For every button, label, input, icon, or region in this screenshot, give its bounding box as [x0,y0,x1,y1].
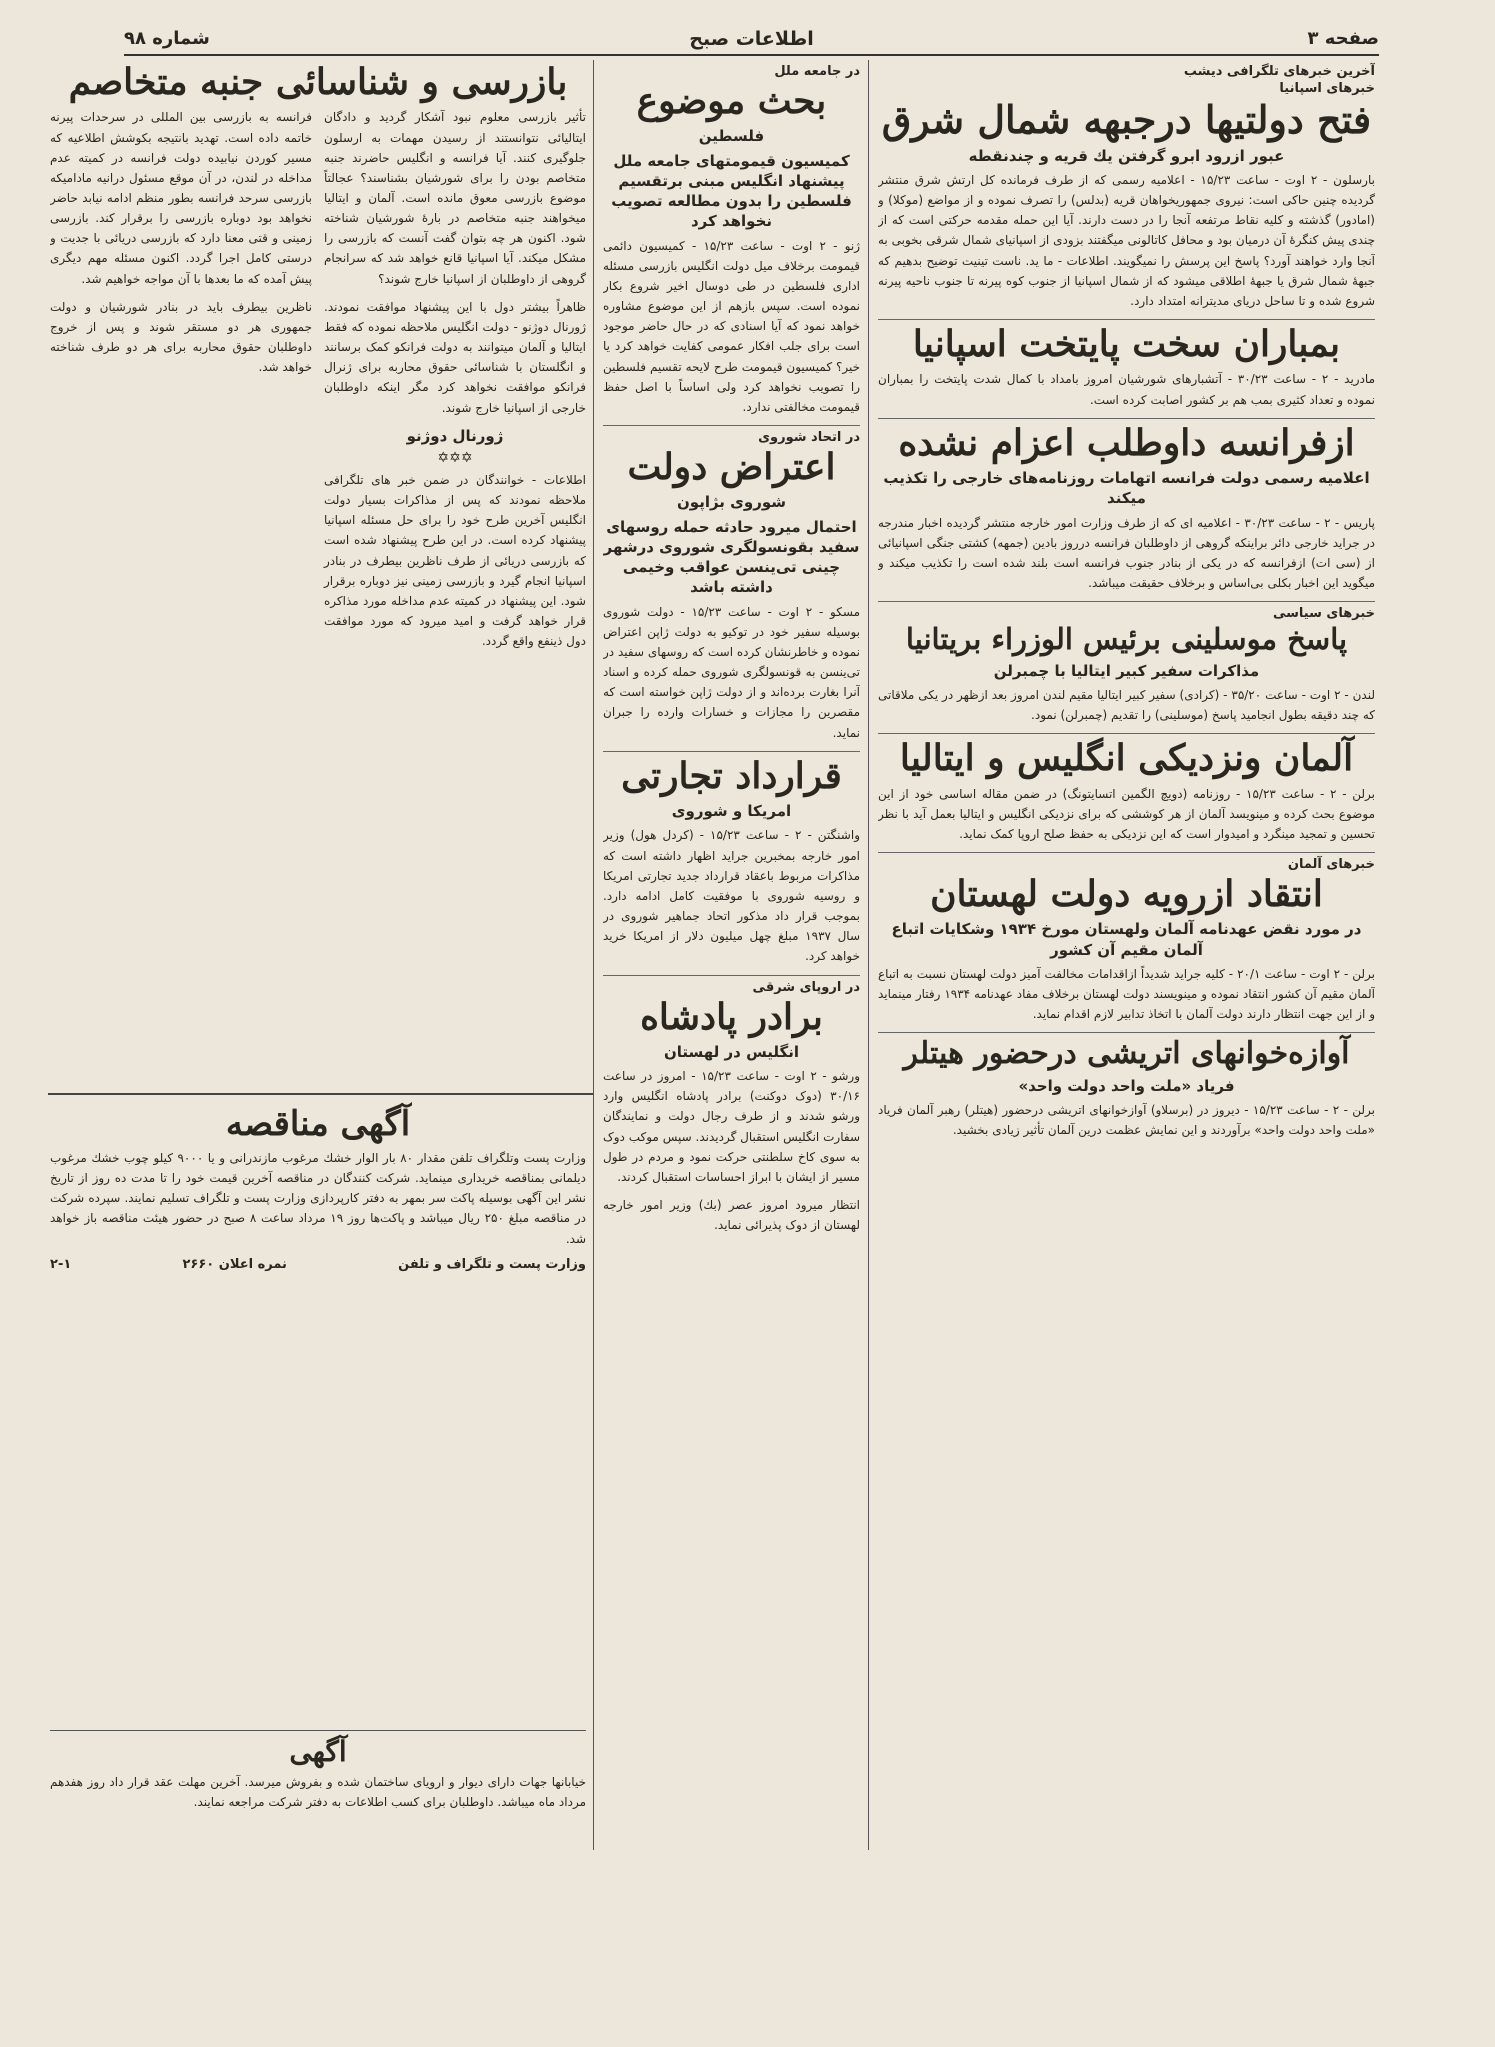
left-column [50,62,586,1087]
right-column [878,62,1375,1862]
headline-germany-rapprochement: آلمان ونزدیکی انگلیس و ایتالیا [878,733,1375,779]
article-ettelaat-note: اطلاعات - خوانندگان در ضمن خبر های تلگرافی ملاحظه نمودند که پس از مذاکرات بسیار دولت انگلیس آخرین طرح خود را برای حل مسئله اسپانیا پیشنهاد کرده است. در این طرح پیشنهاد شده است که بازرسی دریائی از طرف ناظرین بیطرف در بنادر اسپانیا انجام گیرد و بازرسی زمینی نیز دوباره برقرار شود. این پیشنهاد در کمیته عدم مداخله مورد مذاکره قرار خواهد گرفت و امید میرود که مورد موافقت دول ذینفع واقع گردد. [324,472,586,649]
headline-austrian-singers: آوازه‌خوانهای اتریشی درحضور هیتلر [878,1032,1375,1072]
tender-title: آگهی مناقصه [225,1104,411,1144]
subhead-italian-ambassador: مذاکرات سفیر کبیر ایتالیا با چمبرلن [993,661,1260,680]
left-subcol-left [50,103,312,659]
headline-inspection-belligerency: بازرسی و شناسائی جنبه متخاصم [68,62,568,103]
headline-trade-agreement: قرارداد تجارتی [603,751,860,797]
issue-number: شماره ۹۸ [124,28,210,49]
headline-madrid-bombing: بمباران سخت پایتخت اسپانیا [878,319,1375,365]
tender-signature-row [50,1257,586,1272]
dateline-us-soviet: امریکا و شوروی [671,802,792,821]
tender-code: ۲-۱ [50,1256,72,1272]
article-inspection-c: ظاهراً بیشتر دول با این پیشنهاد موافقت نمودند. ژورنال دوژنو - دولت انگلیس ملاحظه نموده که فقط ایتالیا و آلمان میتوانند به دولت فرانکو کمک برسانند و انگلستان با شناسائی حقوق محاربه برای ژنرال فرانکو موافقت نخواهد کرد مگر اینکه داوطلبان خارجی از اسپانیا خارج شوند. [324,299,586,415]
article-kings-brother: ورشو - ۲ اوت - ساعت ۱۵/۲۳ - امروز در ساعت ۳۰/۱۶ (دوک دوکنت) برادر پادشاه انگلیس وارد ورشو شدند و از طرف رجال دولت و نمایندگان سفارت انگلیس استقبال گردیدند. سپس موکب دوک به سوی کاخ سلطنتی حرکت نمود و مردم در طول مسیر از ایشان با ابراز احساسات استقبال کردند. [603,1069,860,1184]
page-header [124,28,1379,56]
section-germany: خبرهای آلمان [878,852,1375,872]
article-kings-brother-tail: انتظار میرود امروز عصر (بك) وزیر امور خارجه لهستان از دوک پذیرائی نماید. [603,1198,860,1233]
section-league-of-nations: در جامعه ملل [774,64,860,79]
stars-divider: ✡✡✡ [437,449,473,466]
left-subcol-right [324,103,586,659]
dateline-soviet-japan: شوروی بژاپون [676,493,787,512]
paper-name: اطلاعات صبح [689,28,814,50]
headline-debate-topic: بحث موضوع [636,80,827,122]
article-inspection-b: تأثیر بازرسی معلوم نبود آشکار گردید و دادگان ایتالیائی نتوانستند از رسیدن مهمات به ارسلون جلوگیری کنند. آیا فرانسه و انگلیس حاضرند جنبه متخاصم بودن را برای شورشیان بشناسند؟ عجالتاً موضوع بازرسی معوق مانده است. آلمان و ایتالیا میخواهند جنبه متخاصم در بارۀ شورشیان شناخته شود. اکنون هر چه بتوان گفت آنست که بازرسی را مشکل میکند. آیا اسپانیا قانع خواهد شد که سرانجام گروهی از داوطلبان از اسپانیا خارج شوند؟ [324,110,586,286]
dateline-england-poland: انگلیس در لهستان [663,1042,800,1061]
notice-title: آگهی [289,1735,347,1768]
headline-mussolini-reply: پاسخ موسلینی برئیس الوزراء بریتانیا [905,622,1348,657]
headline-kings-brother: برادر پادشاه [640,995,823,1038]
section-spain: خبرهای اسپانیا [1279,81,1375,96]
ad-divider [48,1093,593,1095]
article-trade-agreement: واشنگتن - ۲ - ساعت ۱۵/۲۳ - (کردل هول) وزیر امور خارجه بمخبرین جراید اظهار داشته است که مذاکرات مربوط باعقاد قرارداد جدید تجارتی امریکا و روسیه شوروی با موفقیت کامل ادامه دارد. بموجب قرار داد مذکور اتحاد جماهیر شوروی در سال ۱۹۳۷ مبلغ چهل میلیون دلار از امریکا خرید خواهد کرد. [603,828,860,964]
article-france-denial: پاریس - ۲ - ساعت ۳۰/۲۳ - اعلامیه ای که از طرف وزارت امور خارجه منتشر گردیده اخبار مندرجه در جراید خارجی دائر براینکه گروهی از داوطلبان فرانسه درروز بادین (جمهه) کشتی جنگی اسپانیائی از (سی ات) ازفرانسه که در یکی از بنادر جنوب فرانسه است بلند شده است را تکذیب میکند و میگوید این اخبار بکلی بی‌اساس و برخلاف حقیقت میباشد. [878,515,1375,591]
article-germany-rapprochement: برلن - ۲ - ساعت ۱۵/۲۳ - روزنامه (دویچ الگمین اتسایتونگ) در ضمن مقاله اساسی خود از این موضوع بحث کرده و مینویسد آلمان از هر کوششی که برای نزدیکی انگلیس و ایتالیا بعمل آید با نظر تحسین و تمجید مینگرد و امیدوار است که این نزدیکی به حفظ صلح اروپا کمک نماید. [878,786,1375,841]
article-madrid-bombing: مادرید - ۲ - ساعت ۳۰/۲۳ - آتشبارهای شورشیان امروز بامداد با کمال شدت پایتخت را بمباران نموده و تعداد کثیری بمب هم بر کشور اصابت کرده است. [878,372,1375,407]
tender-body: وزارت پست وتلگراف تلفن مقدار ۸۰ بار الوار خشك مرغوب مازندرانی و یا ۹۰۰۰ کیلو چوب خشك مرغوب دیلمانی بمناقصه خریداری مینماید. شرکت کنندگان در مناقصه آخرین قیمت خود را تا مدت ده روز از تاریخ نشر این آگهی بوسیله پاکت سر بمهر به دفتر کارپردازی وزارت پست و تلگراف تسلیم نمایند. سپرده شرکت در مناقصه مبلغ ۲۵۰ ریال میباشد و پاکت‌ها روز ۱۹ مرداد ساعت ۸ صبح در حضور هیئت مناقصه باز خواهد شد. [50,1151,586,1246]
tender-ad [50,1100,586,1520]
left-article-columns [50,103,586,659]
subhead-tientsin-attack: احتمال میرود حادثه حمله روسهای سفید بقونسولگری شوروی درشهر چینی تی‌ینسن عواقب وخیمی داشته باشد [603,517,860,597]
column-divider [593,1090,594,1850]
column-divider [868,60,869,1850]
headline-government-protest: اعتراض دولت [627,446,836,489]
article-poland-criticism: برلن - ۲ اوت - ساعت ۲۰/۱ - کلیه جراید شدیداً ازاقدامات مخالفت آمیز دولت لهستان نسبت به اتباع آلمان مقیم آن کشور انتقاد نموده و مینویسند دولت لهستان برخلاف مفاد عهدنامه ۱۹۳۴ رفتار مینماید و از این جهت انتظار دارند دولت آلمان با اتخاذ تدابیر لازم اقدام نماید. [878,966,1375,1022]
headline-france-volunteers: ازفرانسه داوطلب اعزام نشده [878,418,1375,464]
journal-de-geneve: ژورنال دوژنو [406,426,504,445]
subhead-poland-treaty: در مورد نقض عهدنامه آلمان ولهستان مورخ ۱۹۳۴ وشکایات اتباع آلمان مقیم آن کشور [891,920,1362,959]
article-soviet-protest: مسکو - ۲ اوت - ساعت ۱۵/۲۳ - دولت شوروی بوسیله سفیر خود در توکیو به دولت ژاپن اعتراض نموده و خاطرنشان کرده است که روسهای سفید در تی‌ینسن به قونسولگری شوروی حمله کرده و اسناد آنرا بغارت برده‌اند و از دولت ژاپن خواسته است که مقصرین را مجازات و خسارات وارده را جبران نماید. [603,604,860,740]
tender-signature: وزارت پست و تلگراف و تلفن [398,1256,586,1272]
section-latest-telegraph: آخرین خبرهای تلگرافی دیشب [1183,64,1375,79]
article-mussolini-reply: لندن - ۲ اوت - ساعت ۳۵/۲۰ - (کرادی) سفیر کبیر ایتالیا مقیم لندن امروز بعد ازظهر در یکی ملاقاتی که چند دقیقه بطول انجامید پاسخ (موسلینی) را تقدیم (چمبرلن) نمود. [878,687,1375,722]
headline-northeast-front: فتح دولتیها درجبهه شمال شرق [881,97,1372,142]
article-inspection-d: ناظرین بیطرف باید در بنادر شورشیان و دولت جمهوری هر دو مستقر شوند و پس از خروج داوطلبان حقوق محاربه برای هر دو طرف شناخته خواهد شد. [50,299,312,375]
notice-body: خیابانها جهات دارای دیوار و ارویای ساختمان شده و بفروش میرسد. آخرین مهلت عقد قرار داد روز هفدهم مرداد ماه میباشد. داوطلبان برای کسب اطلاعات به دفتر شرکت مراجعه نمایند. [50,1775,586,1810]
article-northeast-front: بارسلون - ۲ اوت - ساعت ۱۵/۲۳ - اعلامیه رسمی که از طرف فرمانده کل ارتش شرق منتشر گردیده چنین حاکی است: نیروی جمهوریخواهان قریه (بدلس) را تصرف نموده و از مواضع (موکلا) و (امادور) گذشته و کلیه نقاط مرتفعه آنجا را در دست دارند. آیا این حمله مقدمه حرکتی است که از چندی پیش کنگرۀ آن درمیان بود و محافل کاتالونی میگفتند بزودی از اسپانیای شمال شرقی بخوبی به آنجا وارد خواهند آورد؟ پاسخ این پرسش را نمیگویند. اطلاعات - ما ید. ناست تینیت توضیح بدهیم که جبهۀ شمال شرق یا جبهۀ اطلاقی میشود که از شمال اسپانیا از جنوب کوه پیرنه تا جنوب ناحیه پیرنه شروع شده و تا ساحل دریای مدیترانه امتداد دارد. [878,172,1375,308]
subhead-ebro: عبور ازرود ابرو گرفتن یك قریه و چندنقطه [968,146,1285,165]
section-soviet-union: در اتحاد شوروی [603,425,860,445]
subhead-france-denial: اعلامیه رسمی دولت فرانسه اتهامات روزنامه‌های خارجی را تکذیب میکند [883,469,1370,508]
subhead-one-nation: فریاد «ملت واحد دولت واحد» [1018,1076,1235,1095]
article-inspection-a: فرانسه به بازرسی بین المللی در سرحدات پیرنه خاتمه داده است. تهدید بانتیجه بکوشش اطلاعیه که مسیر کوردن نیابیده دولت فرانسه در کمیته عدم مداخله در لندن، در آن موقع مسئول درانیه مادامیکه بازرسی سرحد فرانسه بطور منظم ادامه نیابد حاضر نخواهد بود دوباره بازرسی را برقرار کند. بازرسی زمینی و قتی معنا دارد که بازرسی دریائی با جدیت و درستی کامل اجرا گردد. اکنون مسئله مهم دیگری پیش آمده که ما بعدها با آن مواجه خواهیم شد. [50,110,312,286]
article-palestine: ژنو - ۲ اوت - ساعت ۱۵/۲۳ - کمیسیون دائمی قیمومت برخلاف میل دولت انگلیس بازرسی مسئله اداری فلسطین در طی دوسال اخیر شروع بکار نموده است. سپس بازهم از این موضوع مشاوره خواهد نمود که آیا اسنادی که در حال حاضر موجود است برای جلب افکار عمومی کفایت خواهد کرد یا خیر؟ کمیسیون قیمومت طرح لایحه تقسیم فلسطین را تصویب نخواهد کرد ولی اساساً با اصل حفظ قیمومت مخالفتی ندارد. [603,238,860,414]
page-number: صفحه ۳ [1307,28,1379,49]
notice-ad [50,1730,586,1851]
subhead-mandates-commission: کمیسیون قیمومتهای جامعه ملل پیشنهاد انگلیس مبنی برتقسیم فلسطین را بدون مطالعه تصویب نخواهد کرد [611,151,852,231]
tender-number: نمره اعلان ۲۶۶۰ [182,1256,287,1272]
column-divider [593,60,594,1090]
headline-poland-criticism: انتقاد ازرویه دولت لهستان [930,873,1323,916]
section-eastern-europe: در اروپای شرقی [603,975,860,995]
article-austrian-singers: برلن - ۲ - ساعت ۱۵/۲۳ - دیروز در (برسلاو) آوازخوانهای اتریشی درحضور (هیتلر) رهبر آلمان فریاد «ملت واحد دولت واحد» برآوردند و این نمایش عظمت درین آلمان تأثیر زیادی بخشید. [878,1103,1375,1138]
dateline-palestine: فلسطین [698,127,765,146]
section-political: خبرهای سیاسی [878,601,1375,621]
middle-column [603,62,860,1862]
